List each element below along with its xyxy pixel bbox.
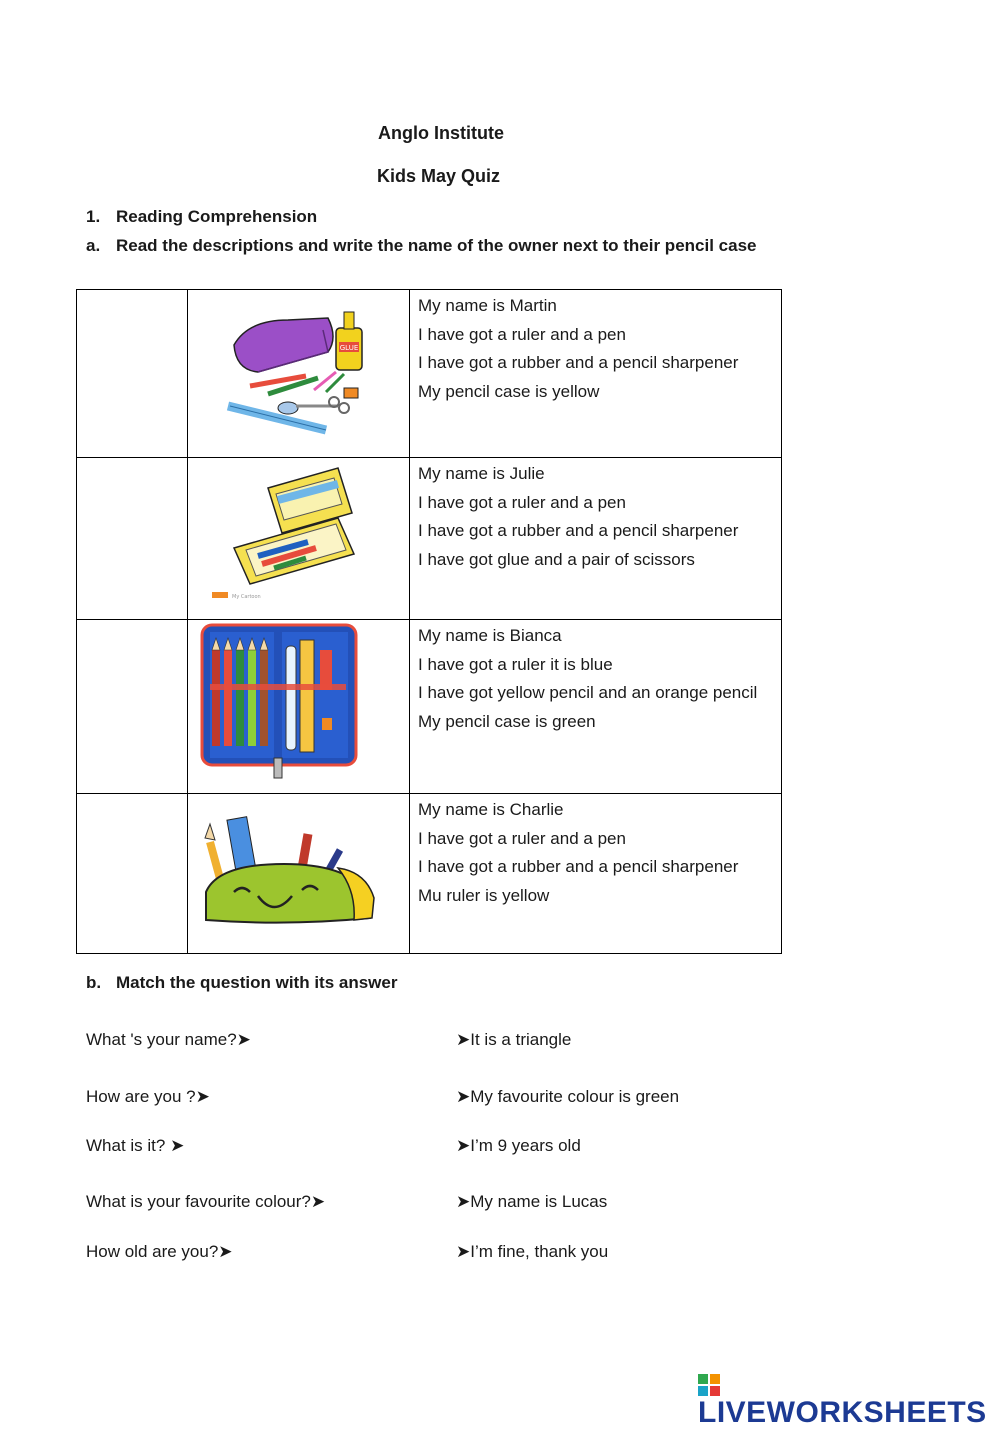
image-cell — [188, 794, 410, 954]
pencil-case-yellow-box-image — [188, 458, 408, 614]
description-line: I have got a rubber and a pencil sharpener — [418, 857, 739, 876]
description-cell — [410, 794, 782, 954]
part-a-letter: a. — [86, 236, 101, 255]
question-item[interactable]: How are you ?➤ — [86, 1087, 210, 1106]
question-item[interactable]: How old are you?➤ — [86, 1242, 233, 1261]
table-row — [77, 290, 782, 458]
description-line: I have got a ruler and a pen — [418, 492, 626, 512]
description-line: My pencil case is yellow — [418, 381, 600, 401]
image-cell — [188, 620, 410, 794]
image-cell — [188, 458, 410, 620]
pencil-case-green-smile-image — [188, 794, 408, 948]
description-cell — [410, 620, 782, 794]
table-row — [77, 794, 782, 954]
description-line: I have got a ruler it is blue — [418, 654, 613, 674]
logo-mark-icon — [698, 1374, 720, 1396]
logo-text: LIVEWORKSHEETS — [698, 1396, 987, 1429]
description-line: I have got glue and a pair of scissors — [418, 549, 695, 569]
part-b-letter: b. — [86, 973, 102, 992]
institute-title: Anglo Institute — [378, 123, 504, 143]
table-row — [77, 458, 782, 620]
question-item[interactable]: What is your favourite colour?➤ — [86, 1192, 326, 1211]
description-line: My name is Bianca — [418, 626, 562, 645]
description-line: I have got yellow pencil and an orange pencil — [418, 683, 758, 702]
description-line: I have got a ruler and a pen — [418, 828, 626, 848]
part-a-instruction: Read the descriptions and write the name of the owner next to their pencil case — [116, 236, 757, 255]
answer-item[interactable]: ➤I’m fine, thank you — [456, 1242, 609, 1261]
description-cell — [410, 290, 782, 458]
liveworksheets-logo — [698, 1374, 1000, 1430]
question-item[interactable]: What is it? ➤ — [86, 1136, 185, 1155]
pencil-case-purple-glue-image — [188, 290, 408, 452]
description-line: I have got a rubber and a pencil sharpener — [418, 353, 739, 372]
owner-answer-cell[interactable] — [77, 458, 188, 620]
description-line: My pencil case is green — [418, 711, 596, 731]
description-line: Mu ruler is yellow — [418, 885, 550, 905]
answer-item[interactable]: ➤My favourite colour is green — [456, 1087, 680, 1106]
description-line: I have got a rubber and a pencil sharpener — [418, 521, 739, 540]
quiz-title: Kids May Quiz — [377, 166, 501, 186]
description-line: My name is Charlie — [418, 800, 564, 819]
image-credit: My Cartoon — [232, 594, 261, 600]
description-line: My name is Martin — [418, 296, 557, 315]
section-title: Reading Comprehension — [116, 207, 318, 226]
answer-item[interactable]: ➤I’m 9 years old — [456, 1136, 581, 1155]
pencil-case-blue-open-image — [188, 620, 408, 788]
image-cell — [188, 290, 410, 458]
part-b-instruction: Match the question with its answer — [116, 973, 398, 992]
owner-answer-cell[interactable] — [77, 794, 188, 954]
part-b-heading — [86, 973, 397, 993]
description-line: I have got a ruler and a pen — [418, 324, 626, 344]
answer-item[interactable]: ➤My name is Lucas — [456, 1192, 608, 1211]
pencil-case-table — [76, 289, 782, 954]
description-line: My name is Julie — [418, 464, 545, 483]
question-item[interactable]: What 's your name?➤ — [86, 1030, 251, 1049]
glue-label: GLUE — [339, 344, 359, 352]
owner-answer-cell[interactable] — [77, 290, 188, 458]
owner-answer-cell[interactable] — [77, 620, 188, 794]
description-cell — [410, 458, 782, 620]
part-a-heading — [86, 236, 756, 256]
table-row — [77, 620, 782, 794]
answer-item[interactable]: ➤It is a triangle — [456, 1030, 572, 1049]
section-heading — [86, 207, 317, 227]
section-number: 1. — [86, 207, 101, 226]
